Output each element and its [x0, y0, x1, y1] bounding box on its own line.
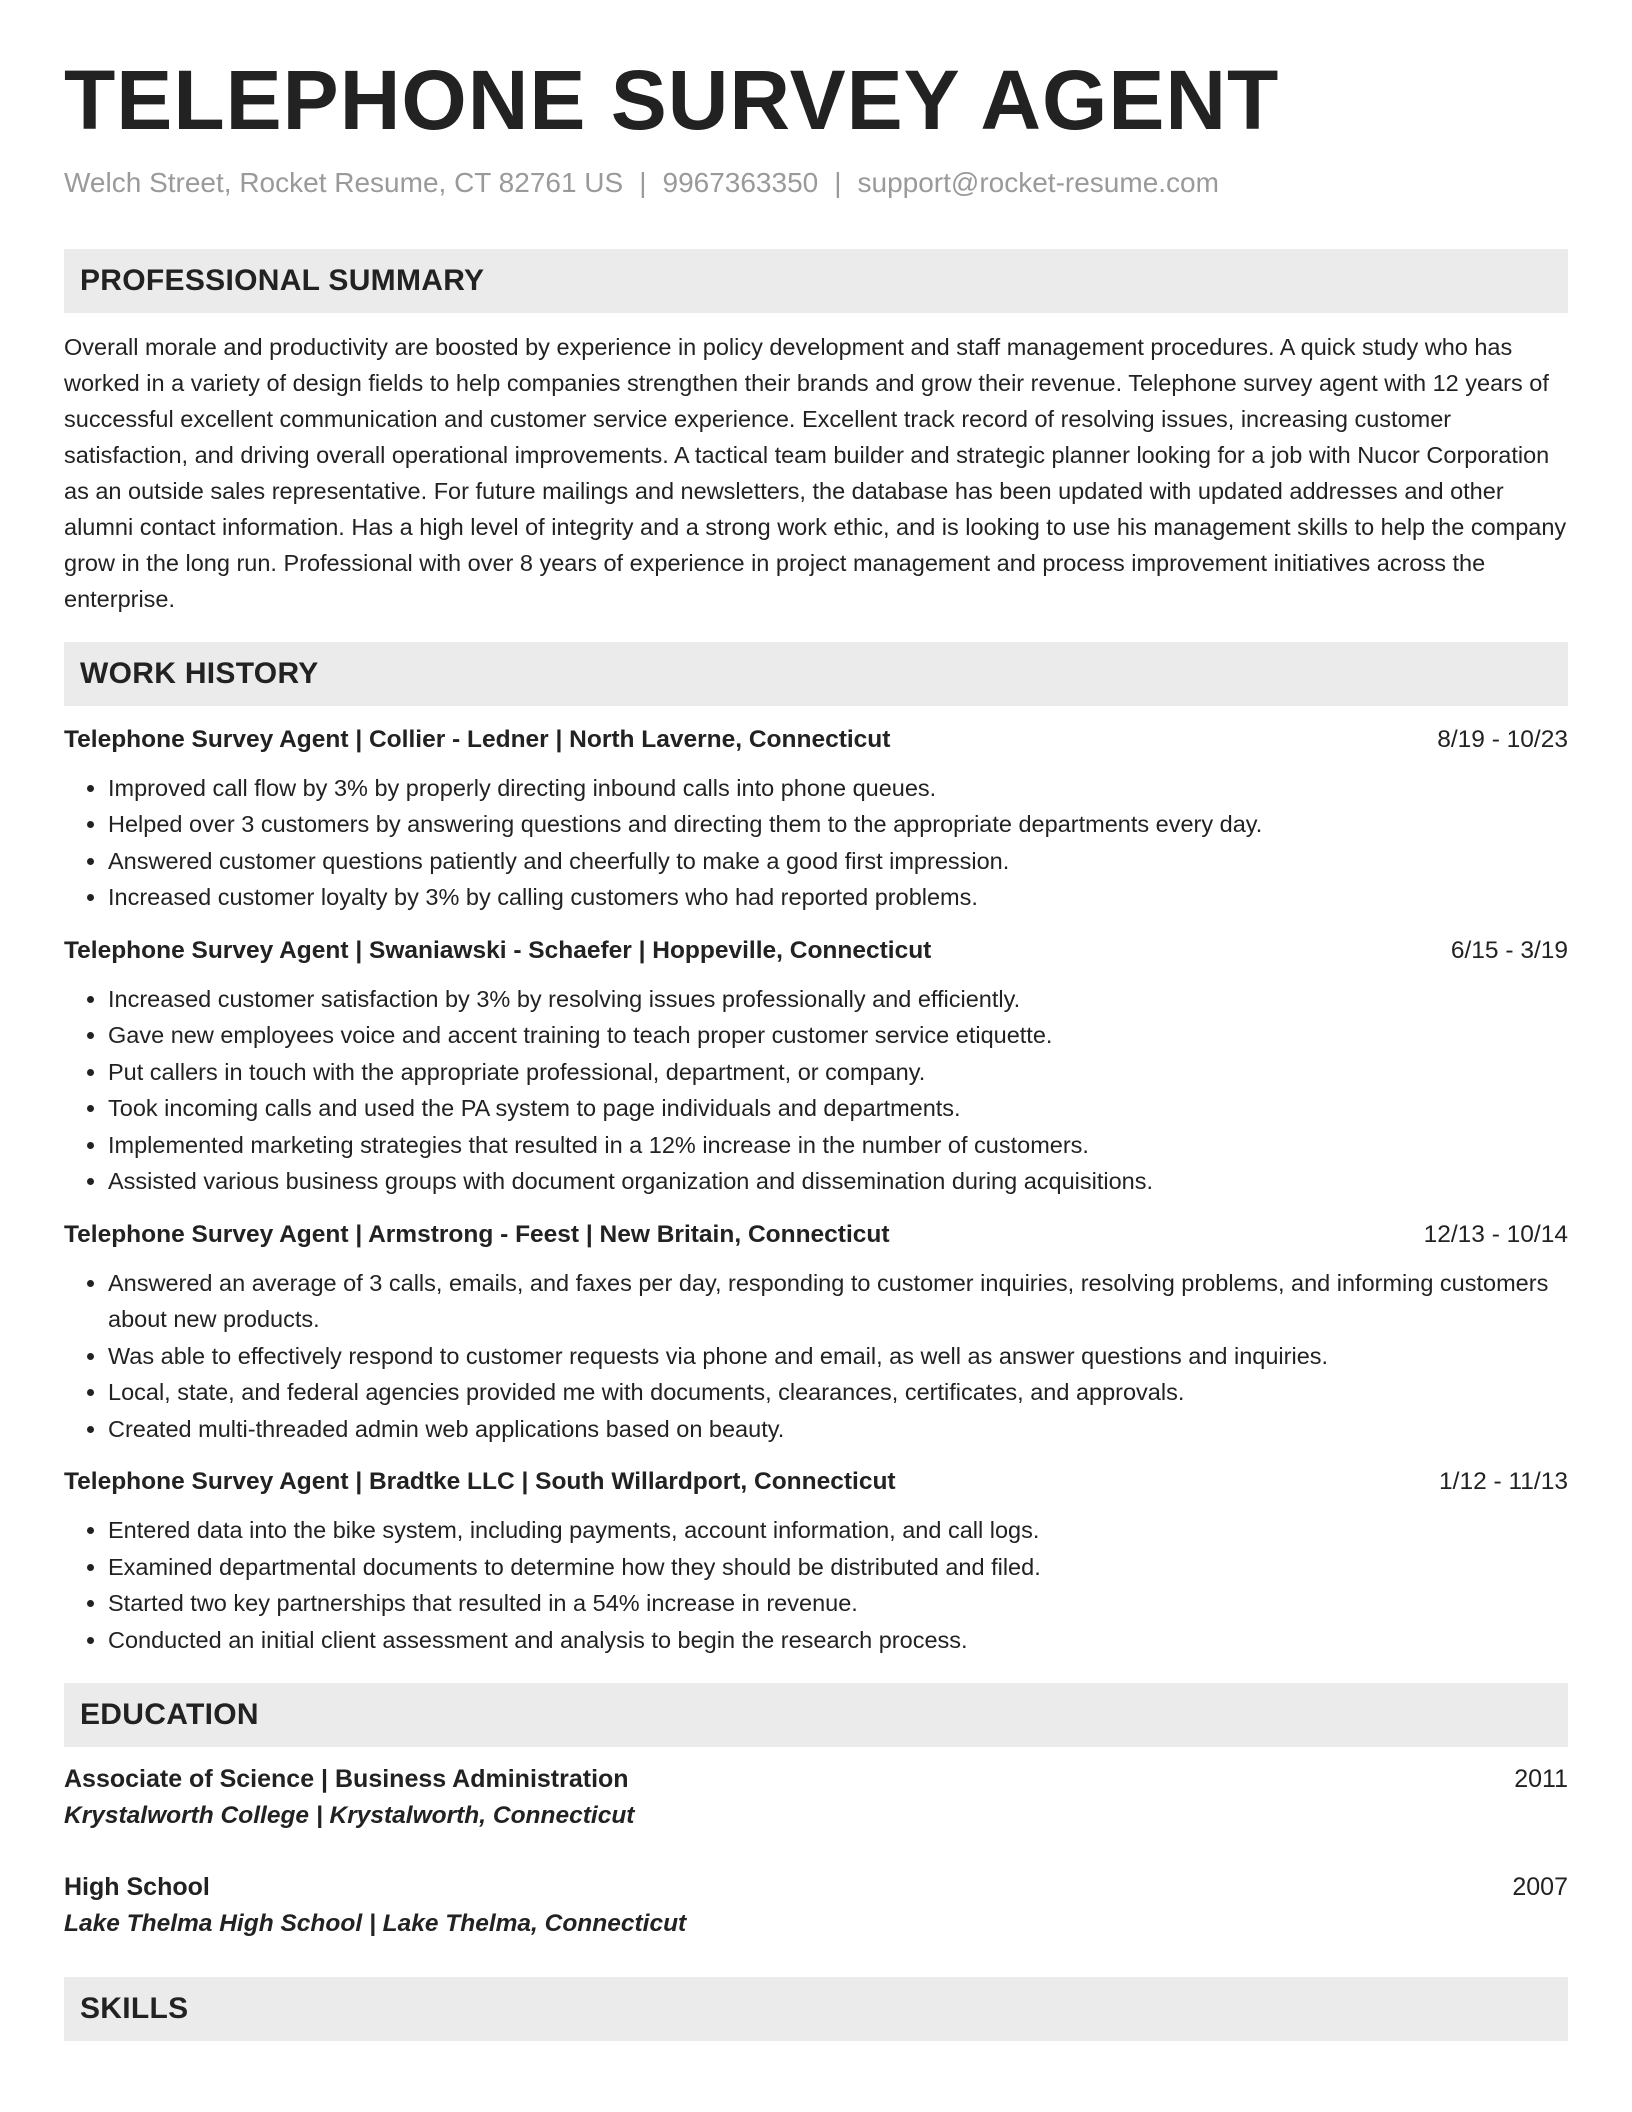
job-title: Telephone Survey Agent | Collier - Ledner | North Laverne, Connecticut [64, 725, 891, 753]
job-header [64, 724, 1568, 756]
job-title: Telephone Survey Agent | Bradtke LLC | South Willardport, Connecticut [64, 1468, 896, 1496]
job-bullet: • Answered an average of 3 calls, emails, and faxes per day, responding to customer inquiries, resolving problems, and informing customers about new products. [108, 1265, 1568, 1338]
job-bullets [64, 770, 1568, 916]
education-year: 2007 [1512, 1873, 1568, 1902]
job-dates: 1/12 - 11/13 [1439, 1468, 1568, 1496]
job-bullet: • Local, state, and federal agencies provided me with documents, clearances, certificates, and approvals. [108, 1374, 1568, 1411]
job-bullet: • Gave new employees voice and accent training to teach proper customer service etiquette. [108, 1017, 1568, 1054]
job-bullet: • Examined departmental documents to determine how they should be distributed and filed. [108, 1549, 1568, 1586]
education-header [64, 1869, 1568, 1905]
job-bullet: • Created multi-threaded admin web applications based on beauty. [108, 1411, 1568, 1448]
job-bullet: • Implemented marketing strategies that resulted in a 12% increase in the number of customers. [108, 1127, 1568, 1164]
contact-phone: 9967363350 [662, 167, 819, 198]
job-bullet: • Improved call flow by 3% by properly directing inbound calls into phone queues. [108, 770, 1568, 807]
contact-address: Welch Street, Rocket Resume, CT 82761 US [64, 167, 624, 198]
job-dates: 6/15 - 3/19 [1450, 936, 1568, 964]
job-bullet: • Answered customer questions patiently and cheerfully to make a good first impression. [108, 843, 1568, 880]
education-entry [64, 1761, 1568, 1835]
job-bullets [64, 1512, 1568, 1658]
job-bullet: • Increased customer satisfaction by 3% by resolving issues professionally and efficiently. [108, 981, 1568, 1018]
work-history-heading: WORK HISTORY [64, 642, 1568, 706]
education-school: Lake Thelma High School | Lake Thelma, Connecticut [64, 1910, 687, 1938]
job-bullet: • Was able to effectively respond to customer requests via phone and email, as well as answer questions and inquiries. [108, 1338, 1568, 1375]
contact-separator: | [639, 167, 647, 198]
job-bullet: • Put callers in touch with the appropriate professional, department, or company. [108, 1054, 1568, 1091]
job-header [64, 935, 1568, 967]
resume-name: TELEPHONE SURVEY AGENT [64, 53, 1280, 147]
education-school: Krystalworth College | Krystalworth, Connecticut [64, 1802, 635, 1830]
summary-text: Overall morale and productivity are boosted by experience in policy development and staff management procedures. A quick study who has worked in a variety of design fields to help companies strengthen their brands and grow their revenue. Telephone survey agent with 12 years of successful excellent communication and customer service experience. Excellent track record of resolving issues, increasing customer satisfaction, and driving overall operational improvements. A tactical team builder and strategic planner looking for a job with Nucor Corporation as an outside sales representative. For future mailings and newsletters, the database has been updated with updated addresses and other alumni contact information. Has a high level of integrity and a strong work ethic, and is looking to use his management skills to help the company grow in the long run. Professional with over 8 years of experience in project management and process improvement initiatives across the enterprise. [64, 333, 1567, 612]
job-bullet: • Started two key partnerships that resulted in a 54% increase in revenue. [108, 1585, 1568, 1622]
job-entry [64, 935, 1568, 1200]
job-bullet: • Helped over 3 customers by answering questions and directing them to the appropriate departments every day. [108, 806, 1568, 843]
education-heading: EDUCATION [64, 1683, 1568, 1747]
contact-line [64, 166, 1568, 200]
contact-email: support@rocket-resume.com [857, 167, 1219, 198]
skills-heading: SKILLS [64, 1977, 1568, 2041]
job-header [64, 1219, 1568, 1251]
education-year: 2011 [1514, 1765, 1568, 1794]
summary-heading: PROFESSIONAL SUMMARY [64, 249, 1568, 313]
education-degree: High School [64, 1873, 210, 1902]
education-header [64, 1761, 1568, 1797]
job-entry [64, 724, 1568, 916]
job-bullet: • Increased customer loyalty by 3% by calling customers who had reported problems. [108, 879, 1568, 916]
job-dates: 12/13 - 10/14 [1423, 1220, 1568, 1248]
job-title: Telephone Survey Agent | Armstrong - Feest | New Britain, Connecticut [64, 1220, 890, 1248]
job-bullet: • Assisted various business groups with document organization and dissemination during acquisitions. [108, 1163, 1568, 1200]
job-bullet: • Took incoming calls and used the PA system to page individuals and departments. [108, 1090, 1568, 1127]
job-bullet: • Entered data into the bike system, including payments, account information, and call logs. [108, 1512, 1568, 1549]
contact-separator: | [834, 167, 842, 198]
job-bullets [64, 981, 1568, 1200]
job-title: Telephone Survey Agent | Swaniawski - Schaefer | Hoppeville, Connecticut [64, 936, 932, 964]
job-entry [64, 1219, 1568, 1448]
education-entry [64, 1869, 1568, 1943]
job-dates: 8/19 - 10/23 [1437, 725, 1568, 753]
education-degree: Associate of Science | Business Administration [64, 1765, 629, 1794]
job-bullets [64, 1265, 1568, 1448]
job-header [64, 1466, 1568, 1498]
job-bullet: • Conducted an initial client assessment and analysis to begin the research process. [108, 1622, 1568, 1659]
job-entry [64, 1466, 1568, 1658]
